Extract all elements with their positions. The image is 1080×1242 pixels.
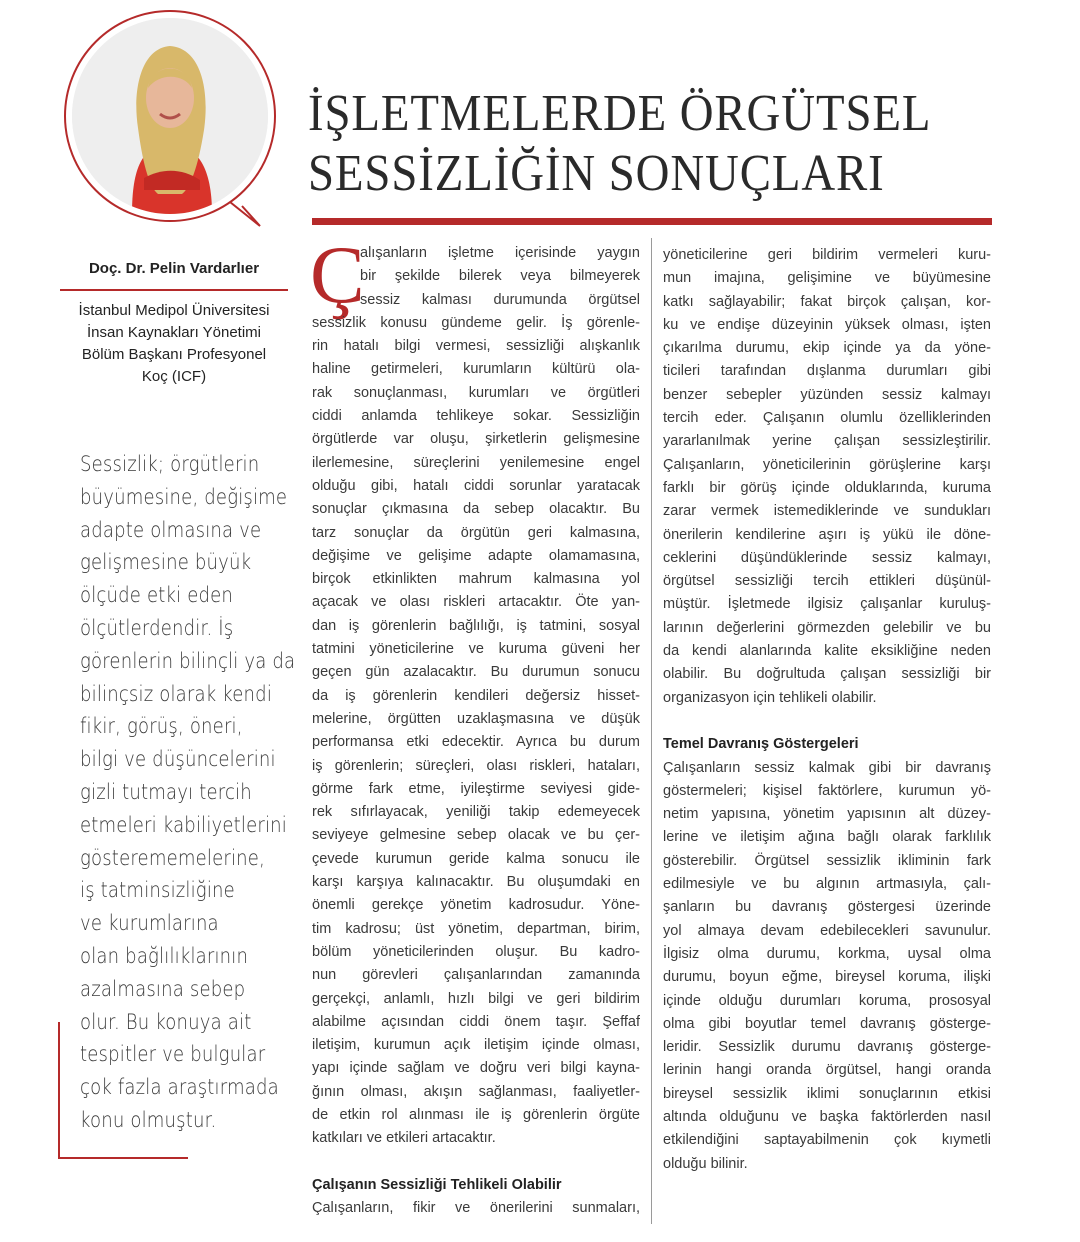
paragraph-line: rak sonuçlanması, kurumları ve örgütleri (312, 384, 640, 401)
paragraph-line: yararlanılmak yerine çalışan sessizleştirilir. (663, 433, 991, 450)
paragraph-line: bölüm yöneticilerinden oluşur. Bu kadro- (312, 943, 640, 960)
paragraph-line: Çalışanların sessiz kalmak gibi bir davranış (663, 759, 991, 776)
paragraph-line: tercih eder. Çalışanın olumlu özelliklerinden (663, 410, 991, 427)
paragraph-line: şanların bu davranış göstergesi üzerinde (663, 899, 991, 916)
paragraph-line: birçok etkinlikten mahrum kalmasına yol (312, 571, 640, 588)
paragraph-line: Çalışanların, fikir ve önerilerini sunmaları, (312, 1200, 640, 1217)
paragraph-line: açacak ve olası riskleri artacaktır. Öte yan- (312, 594, 640, 611)
article-column-1 (312, 242, 640, 1220)
paragraph-line: ciddi anlamda tehlikeye sokar. Sessizliğin (312, 408, 640, 425)
paragraph-line: olma gibi boyutlar temel davranış gösterge- (663, 1015, 991, 1032)
paragraph-line: rin hatalı bilgi vermesi, sessizliği alışkanlık (312, 338, 640, 355)
pull-quote-line: gelişmesine büyük (80, 550, 252, 575)
title-line: İŞLETMELERDE ÖRGÜTSEL (308, 85, 932, 142)
pull-quote-line: ölçüde etki eden (80, 583, 234, 608)
paragraph-line: iletişim, kurumun açık iletişim içinde olması, (312, 1037, 640, 1054)
paragraph-line: önerilerin kendilerine aşırı iş yükü ile döne- (663, 526, 991, 543)
paragraph-line: benzer sebepler yüzünden sessiz kalmayı (663, 386, 991, 403)
paragraph-line: sonuçlar çıkmasına da sebep olacaktır. Bu (312, 501, 640, 518)
paragraph-line: alabilme açısından ciddi önem taşır. Şeffaf (312, 1013, 640, 1030)
paragraph-line: tim kadrosu; üst yönetim, departman, birim, (312, 920, 640, 937)
paragraph-line: önemli gerekçe yönetim kadrosudur. Yöne- (312, 897, 640, 914)
paragraph-line: altında olduğunu ve başka faktörlerden nasıl (663, 1108, 991, 1125)
title-underline (312, 218, 992, 225)
pull-quote-line: görenlerin bilinçli ya da (80, 648, 296, 673)
paragraph-line: değişime ve gelişime adapte olamamasına, (312, 547, 640, 564)
avatar (72, 18, 268, 214)
paragraph-line: katkı sağlayabilir; fakat birçok çalışan, kor- (663, 293, 991, 310)
paragraph-line: ğının olması, akışın sağlanması, faaliyetler- (312, 1083, 640, 1100)
paragraph-line: ilerlemesine, süreçlerini yenilemesine engel (312, 454, 640, 471)
affiliation-line: Bölüm Başkanı Profesyonel (81, 346, 267, 363)
paragraph-line: da kendi alanlarında kalite eksikliğine neden (663, 643, 991, 660)
paragraph-line: netim yapısına, yönetim yapısının alt düzey- (663, 806, 991, 823)
article-column-2 (663, 244, 991, 1176)
pull-quote-line: çok fazla araştırmada (80, 1075, 279, 1100)
paragraph-line: ku ve endişe düzeyinin yüksek olması, işten (663, 316, 991, 333)
paragraph-line: göstermeleri; kişisel faktörlere, kurumun yö- (663, 782, 991, 799)
paragraph-line: tarz sonuçlar da örgütün geri kalmasına, (312, 524, 640, 541)
paragraph-line: örgütlerde var oluşu, şirketlerin gelişmesine (312, 431, 640, 448)
paragraph-line: seviyeye gelmesine sebep olacak ve bu çer- (312, 827, 640, 844)
pull-quote-line: azalmasına sebep (80, 976, 246, 1001)
paragraph-line: da iş görenlerin kendileri değersiz hisset- (312, 687, 640, 704)
pull-quote-line: adapte olmasına ve (80, 517, 262, 542)
pull-quote-line: konu olmuştur. (80, 1107, 217, 1132)
paragraph-line: yöneticilerine geri bildirim vermeleri kuru- (663, 247, 991, 263)
spacer (663, 710, 991, 733)
paragraph-line: dan iş görenlerin bağlılığı, iş tatmini, sosyal (312, 617, 640, 634)
paragraph-line: leridir. Sessizlik durumu davranış gösterge- (663, 1039, 991, 1056)
pull-quote-line: olur. Bu konuya ait (80, 1009, 252, 1034)
paragraph-line: bireysel sessizlik iklimi sonuçlarının etkisi (663, 1085, 991, 1102)
paragraph-line: Çalışanların, yöneticilerinin görüşlerine karşı (663, 456, 991, 473)
paragraph-line: içinde olduğu durumları koruma, prososyal (663, 992, 991, 1009)
paragraph-line: ticileri tarafından dışlanma durumları gibi (663, 363, 991, 380)
paragraph-line: müştür. İşletmede ilgisiz çalışanlar kuruluş- (663, 596, 991, 613)
paragraph-line: görme fark etme, iyileştirme seviyesi gide- (312, 780, 640, 797)
paragraph-line: alışanların işletme içerisinde yaygın (360, 245, 640, 261)
paragraph-line: zarar vermek istemediklerinde ve sundukları (663, 503, 991, 520)
page-title (308, 84, 938, 204)
spacer (312, 1151, 640, 1174)
column-divider (651, 238, 652, 1224)
pull-quote-line: gösterememelerine, (80, 845, 266, 870)
drop-cap: Ç (310, 229, 365, 320)
paragraph-line: organizasyon için tehlikeli olabilir. (663, 689, 877, 706)
paragraph-line: geçen gün azalacaktır. Bu durumun sonucu (312, 664, 640, 681)
paragraph-line: örgütsel sessizliği tercih ettikleri düşünül- (663, 573, 991, 590)
pull-quote-line: gizli tutmayı tercih (80, 779, 252, 804)
paragraph-line: iş görenlerin; süreçleri, olası riskleri, hataları, (312, 757, 640, 774)
paragraph-line: olduğu bilinir. (663, 1155, 748, 1172)
paragraph-line: ceklerini düşündüklerinde sessiz kalmayı, (663, 549, 991, 566)
paragraph-line: olduğu gibi, hatalı ciddi sorunlar yaratacak (312, 477, 640, 494)
quote-frame-left (58, 1022, 60, 1158)
pull-quote-line: iş tatminsizliğine (80, 878, 235, 903)
paragraph-line: yapı içinde sağlam ve doğru veri bilgi kayna- (312, 1060, 640, 1077)
pull-quote-line: bilinçsiz olarak kendi (80, 681, 273, 706)
paragraph-line: nun görevleri çalışanlarından zamanında (312, 967, 640, 984)
paragraph-line: larının değerlerini görmezden gelebilir ve bu (663, 619, 991, 636)
paragraph-line: durumu, boyun eğme, bireysel koruma, ilişki (663, 969, 991, 986)
pull-quote-line: ve kurumlarına (80, 911, 219, 936)
pull-quote-line: Sessizlik; örgütlerin (80, 452, 260, 476)
author-affiliation (60, 300, 288, 388)
pull-quote-line: ölçütlerdendir. İş (80, 615, 234, 640)
affiliation-line: Koç (ICF) (141, 368, 207, 385)
section-heading: Çalışanın Sessizliği Tehlikeli Olabilir (312, 1176, 562, 1193)
paragraph-line: sessizlik konusu gündeme gelir. İş görenle- (312, 314, 640, 331)
paragraph-line: etkilendiğini saptayabilmenin çok kıymetli (663, 1132, 991, 1149)
title-line: SESSİZLİĞİN SONUÇLARI (308, 145, 885, 202)
paragraph-line: tatmini yöneticilerine ve kuruma güveni her (312, 641, 640, 658)
paragraph-line: çevede kurumun geride kalma sonucu ile (312, 850, 640, 867)
paragraph-line: performansa etki edecektir. Ayrıca bu durum (312, 734, 640, 751)
paragraph-line: çıkarılma durumu, ekip içinde ya da yöne- (663, 340, 991, 357)
affiliation-line: İnsan Kaynakları Yönetimi (87, 324, 261, 341)
paragraph-line: lerine ve iletişim ağına bağlı olarak farklılık (663, 829, 991, 846)
paragraph-line: bir şekilde bilerek veya bilmeyerek (360, 268, 640, 285)
speech-tail-icon (228, 198, 262, 228)
paragraph-line: olabilir. Bu doğrultuda çalışan sessizliği bir (663, 666, 991, 683)
pull-quote-line: büyümesine, değişime (80, 484, 288, 509)
author-name: Doç. Dr. Pelin Vardarlıer (88, 260, 260, 277)
paragraph-line: farklı bir görüş içinde olduklarında, kuruma (663, 479, 991, 496)
paragraph-line: İlgisiz olma durumu, korkma, uysal olma (663, 945, 991, 962)
section-heading: Temel Davranış Göstergeleri (663, 736, 859, 753)
paragraph-line: edilmesiyle ve bu algının artmasıyla, çalı- (663, 876, 991, 893)
affiliation-line: İstanbul Medipol Üniversitesi (78, 302, 270, 319)
paragraph-line: melerine, örgütten uzaklaşmasına ve düşük (312, 710, 640, 727)
paragraph-line: de etkin rol alınması ile iş görenlerin örgüte (312, 1106, 640, 1123)
paragraph-line: karşı karşıya kalınacaktır. Bu oluşumdaki en (312, 874, 640, 891)
pull-quote-line: etmeleri kabiliyetlerini (80, 812, 287, 837)
paragraph-line: mun imajına, gelişimine ve büyümesine (663, 270, 991, 287)
paragraph-line: gösterebilir. Örgütsel sessizlik ikliminin fark (663, 852, 991, 869)
paragraph-line: gerçekçi, anlamlı, hızlı bilgi ve geri bildirim (312, 990, 640, 1007)
pull-quote (80, 448, 296, 1137)
divider (60, 289, 288, 291)
quote-frame-bottom (58, 1157, 188, 1159)
pull-quote-line: tespitler ve bulgular (80, 1042, 266, 1067)
pull-quote-line: olan bağlılıklarının (80, 943, 249, 968)
pull-quote-line: bilgi ve düşüncelerini (80, 747, 276, 772)
pull-quote-line: fikir, görüş, öneri, (80, 714, 243, 739)
paragraph-line: lerinin hangi oranda örgütsel, hangi oranda (663, 1062, 991, 1079)
paragraph-line: rek sıfırlayacak, yeniliği takip edemeyecek (312, 804, 640, 821)
paragraph-line: yol almaya devam edebilecekleri savunulur. (663, 922, 991, 939)
paragraph-line: haline getirmeleri, kurumların kültürü ola- (312, 361, 640, 378)
paragraph-line: sessiz kalması durumunda örgütsel (360, 291, 640, 308)
paragraph-line: katkıları ve etkileri artacaktır. (312, 1130, 496, 1147)
